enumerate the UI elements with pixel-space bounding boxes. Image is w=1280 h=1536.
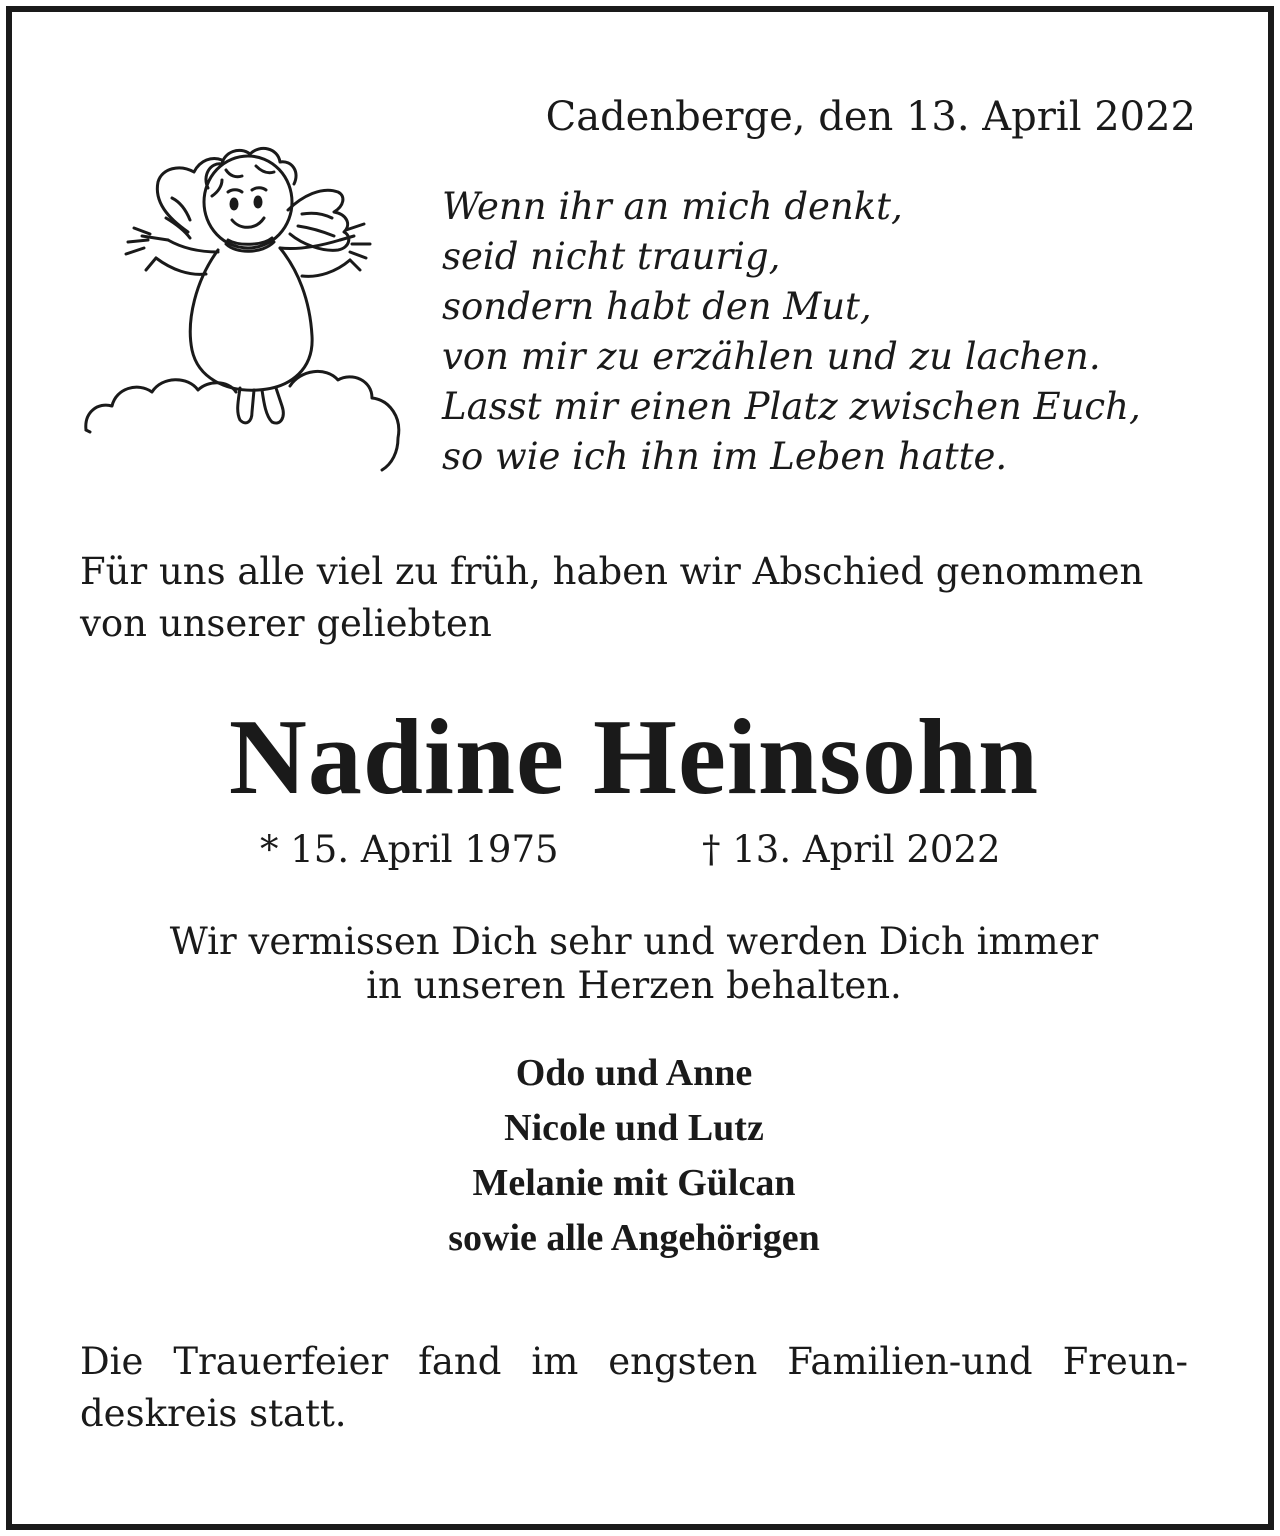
poem-line: so wie ich ihn im Leben hatte. — [442, 435, 1008, 478]
poem-line: seid nicht traurig, — [442, 235, 781, 278]
intro-line: von unserer geliebten — [80, 602, 492, 645]
intro-line: Für uns alle viel zu früh, haben wir Abschied genommen — [80, 550, 1144, 593]
birth-date: * 15. April 1975 — [260, 828, 559, 871]
mourner: Nicole und Lutz — [504, 1107, 764, 1149]
death-date: † 13. April 2022 — [702, 828, 1001, 871]
deceased-name: Nadine Heinsohn — [228, 698, 1040, 817]
mourners-list — [0, 1046, 1268, 1266]
mourner: Odo und Anne — [515, 1052, 753, 1094]
intro-text — [80, 546, 1188, 650]
poem-line: Lasst mir einen Platz zwischen Euch, — [442, 385, 1141, 428]
mourner: sowie alle Angehörigen — [448, 1217, 820, 1259]
funeral-note — [80, 1336, 1188, 1440]
mourner: Melanie mit Gülcan — [472, 1162, 796, 1204]
remembrance-message — [0, 920, 1268, 1008]
place-date: Cadenberge, den 13. April 2022 — [545, 94, 1196, 140]
funeral-line: Die Trauerfeier fand im engsten Familien-und Freun- — [80, 1340, 1188, 1383]
poem-line: Wenn ihr an mich denkt, — [442, 185, 903, 228]
poem-line: von mir zu erzählen und zu lachen. — [442, 335, 1101, 378]
poem-line: sondern habt den Mut, — [442, 285, 872, 328]
message-line: in unseren Herzen behalten. — [366, 964, 902, 1007]
angel-on-cloud-icon — [76, 140, 416, 480]
funeral-line: deskreis statt. — [80, 1392, 347, 1435]
poem — [442, 182, 1141, 482]
message-line: Wir vermissen Dich sehr und werden Dich immer — [169, 920, 1099, 963]
